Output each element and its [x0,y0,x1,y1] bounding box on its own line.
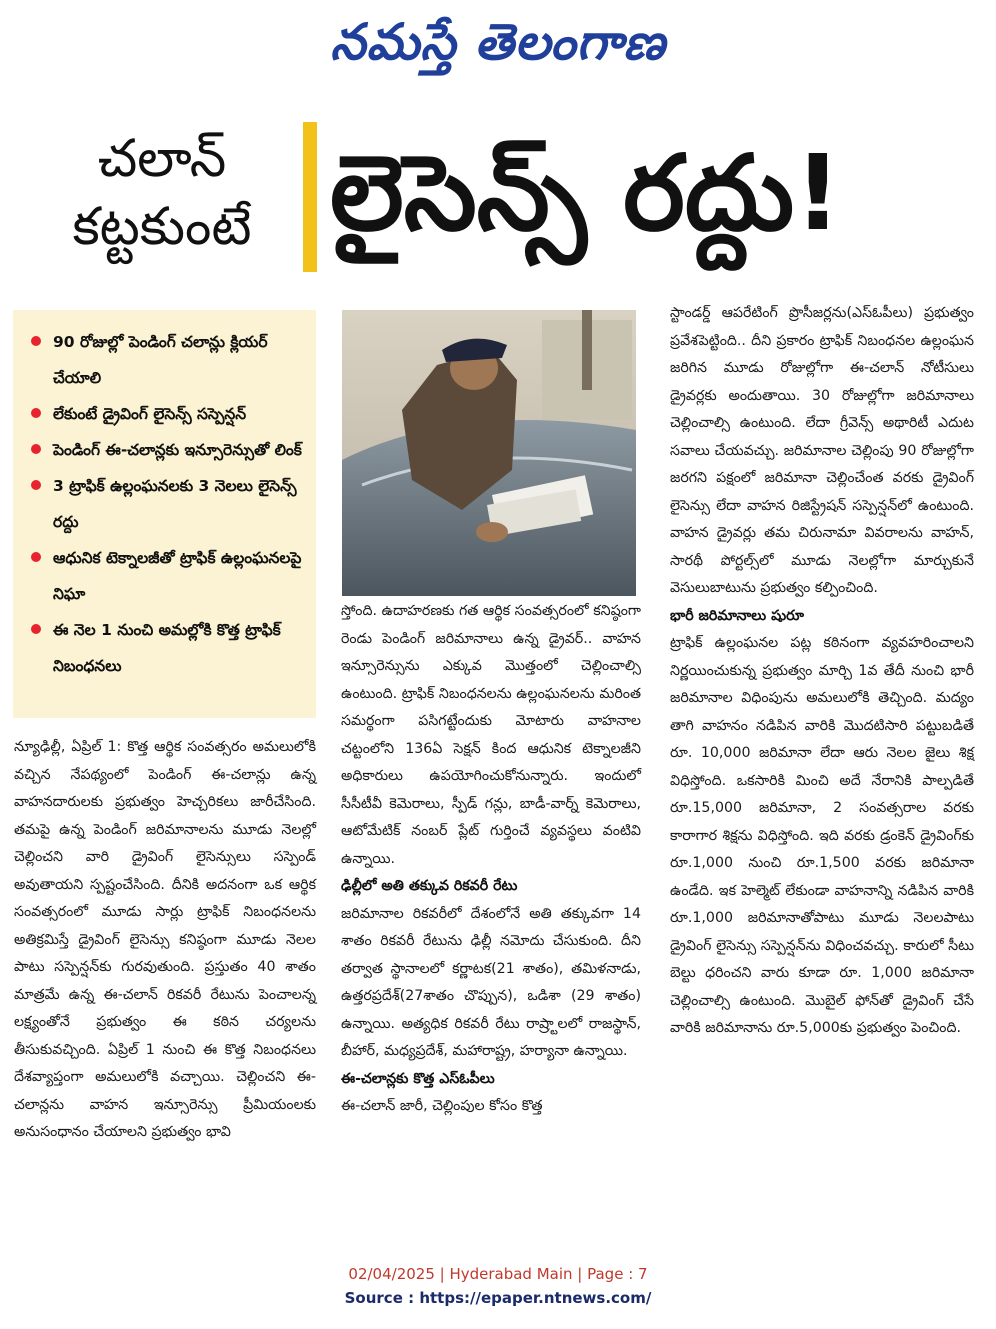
edition-info: 02/04/2025 | Hyderabad Main | Page : 7 [348,1265,648,1283]
highlight-text: లేకుంటే డ్రైవింగ్ లైసెన్స్ సస్పెన్షన్ [53,405,247,423]
officer-checking-car-photo [342,310,636,596]
subheading: ఢిల్లీలో అతి తక్కువ రికవరీ రేటు [341,878,518,894]
highlight-text: 90 రోజుల్లో పెండింగ్ చలాన్లు క్లియర్ చేయాలి [53,333,268,387]
highlights-box [13,310,316,718]
bullet-icon [31,336,41,346]
bullet-icon [31,624,41,634]
bullet-icon [31,444,41,454]
highlight-item [29,432,304,468]
paragraph: స్టాండర్డ్ ఆపరేటింగ్ ప్రొసీజర్లను(ఎస్‌ఓపీలు) ప్రభుత్వం ప్రవేశపెట్టింది.. దీని ప్రకారం ట్రాఫిక్ నిబంధనల ఉల్లంఘన జరిగిన మూడు రోజుల్లోగా ఈ-చలాన్ నోటీసులు డ్రైవర్లకు అందుతాయి. 30 రోజుల్లోగా జరిమానాలు చెల్లించాల్సి ఉంటుంది. లేదా గ్రీవెన్స్ అథారిటీ ఎదుట సవాలు చేయవచ్చు. జరిమానాల చెల్లింపు 90 రోజుల్లోగా జరగని పక్షంలో జరిమానా చెల్లించేంత వరకు డ్రైవింగ్ లైసెన్సు లేదా వాహన రిజిస్ట్రేషన్ సస్పెన్షన్‌లో ఉంటుంది. వాహన డ్రైవర్లు తమ చిరునామా వివరాలను వాహన్, సారథీ పోర్టల్స్‌లో మూడు నెలల్లోగా మార్చుకునే వెసులుబాటును ప్రభుత్వం కల్పించింది. [670,305,974,596]
page-footer [0,1262,996,1310]
bullet-icon [31,552,41,562]
kicker-line-2: కట్టకుంటే [72,197,252,257]
highlight-text: ఆధునిక టెక్నాలజీతో ట్రాఫిక్ ఉల్లంఘనలపై నిఘా [53,549,302,603]
paragraph: స్తోంది. ఉదాహరణకు గత ఆర్థిక సంవత్సరంలో కనిష్ఠంగా రెండు పెండింగ్ జరిమానాలు ఉన్న డ్రైవర్.. వాహన ఇన్సూరెన్సును ఎక్కువ మొత్తంలో చెల్లించాల్సి ఉంటుంది. ట్రాఫిక్ నిబంధనలను ఉల్లంఘనలను మరింత సమర్థంగా పసిగట్టేందుకు మోటారు వాహనాల చట్టంలోని 136ఏ సెక్షన్ కింద ఆధునిక టెక్నాలజీని అధికారులు ఉపయోగించుకోనున్నారు. ఇందులో సీసీటీవీ కెమెరాలు, స్పీడ్ గన్లు, బాడీ-వార్న్ కెమెరాలు, ఆటోమేటిక్ నంబర్ ప్లేట్ గుర్తించే వ్యవస్థలు వంటివి ఉన్నాయి. [341,603,641,867]
accent-bar [303,122,317,272]
highlight-text: పెండింగ్ ఈ-చలాన్లకు ఇన్సూరెన్సుతో లింక్ [53,441,302,459]
paragraph: న్యూఢిల్లీ, ఏప్రిల్ 1: కొత్త ఆర్థిక సంవత్సరం అమలులోకి వచ్చిన నేపథ్యంలో పెండింగ్ ఈ-చలాన్లు ఉన్న వాహనదారులకు ప్రభుత్వం హెచ్చరికలు జారీచేసింది. తమపై ఉన్న పెండింగ్ జరిమానాలను మూడు నెలల్లో చెల్లించని వారి డ్రైవింగ్ లైసెన్సులు సస్పెండ్ అవుతాయని స్పష్టంచేసింది. దీనికి అదనంగా ఒక ఆర్థిక సంవత్సరంలో మూడు సార్లు ట్రాఫిక్ నిబంధనలను అతిక్రమిస్తే డ్రైవింగ్ లైసెన్సు కనిష్ఠంగా మూడు నెలల పాటు సస్పెన్షన్‌కు గురవుతుంది. ప్రస్తుతం 40 శాతం మాత్రమే ఉన్న ఈ-చలాన్ రికవరీ రేటును పెంచాలన్న లక్ష్యంతోనే ప్రభుత్వం ఈ కఠిన చర్యలను తీసుకువచ్చింది. ఏప్రిల్ 1 నుంచి ఈ కొత్త నిబంధనలు దేశవ్యాప్తంగా అమలులోకి వచ్చాయి. చెల్లించని ఈ-చలాన్లను వాహన ఇన్సూరెన్సు ప్రీమియంలకు అనుసంధానం చేయాలని ప్రభుత్వం భావి [14,739,316,1140]
bullet-icon [31,480,41,490]
highlight-item [29,324,304,396]
source-link[interactable]: Source : https://epaper.ntnews.com/ [344,1289,652,1307]
highlight-text: 3 ట్రాఫిక్ ఉల్లంఘనలకు 3 నెలలు లైసెన్స్ రద్దు [53,477,297,531]
news-photo [342,310,636,596]
highlight-item [29,612,304,684]
paragraph: ట్రాఫిక్ ఉల్లంఘనల పట్ల కఠినంగా వ్యవహరించాలని నిర్ణయించుకున్న ప్రభుత్వం మార్చి 1వ తేదీ నుంచి భారీ జరిమానాల విధింపును అమలులోకి తెచ్చింది. మద్యం తాగి వాహనం నడిపిన వారికి మొదటిసారి పట్టుబడితే రూ. 10,000 జరిమానా లేదా ఆరు నెలల జైలు శిక్ష విధిస్తోంది. ఒకసారికి మించి అదే నేరానికి పాల్పడితే రూ.15,000 జరిమానా, 2 సంవత్సరాల వరకు కారాగార శిక్షను విధిస్తోంది. ఇది వరకు డ్రంకెన్ డ్రైవింగ్‌కు రూ.1,000 నుంచి రూ.1,500 వరకు జరిమానా ఉండేది. ఇక హెల్మెట్ లేకుండా వాహనాన్ని నడిపిన వారికి రూ.1,000 జరిమానాతోపాటు మూడు నెలలపాటు డ్రైవింగ్ లైసెన్సు సస్పెన్షన్‌ను విధించవచ్చు. కారులో సీటు బెల్టు ధరించని వారు కూడా రూ. 1,000 జరిమానా చెల్లించాల్సి ఉంటుంది. మొబైల్ ఫోన్‌తో డ్రైవింగ్ చేసే వారికి జరిమానాను రూ.5,000కు ప్రభుత్వం పెంచింది. [670,635,974,1036]
paragraph: జరిమానాల రికవరీలో దేశంలోనే అతి తక్కువగా 14 శాతం రికవరీ రేటును ఢిల్లీ నమోదు చేసుకుంది. దీని తర్వాత స్థానాలలో కర్ణాటక(21 శాతం), తమిళనాడు, ఉత్తరప్రదేశ్(27శాతం చొప్పున), ఒడిశా (29 శాతం) ఉన్నాయి. అత్యధిక రికవరీ రేటు రాష్ర్టాలలో రాజస్థాన్, బీహార్, మధ్యప్రదేశ్, మహారాష్ట్ర, హర్యానా ఉన్నాయి. [341,905,641,1059]
highlight-text: ఈ నెల 1 నుంచి అమల్లోకి కొత్త ట్రాఫిక్ నిబంధనలు [53,621,281,675]
kicker-headline [28,125,296,261]
subheading: భారీ జరిమానాలు షురూ [670,607,805,624]
kicker-line-1: చలాన్ [97,129,227,189]
masthead-logo: నమస్తే తెలంగాణ [330,13,666,71]
article-column-2 [341,598,641,1121]
paragraph: ఈ-చలాన్ జారీ, చెల్లింపుల కోసం కొత్త [341,1098,543,1114]
main-headline: లైసెన్స్ రద్దు! [330,132,842,254]
subheading: ఈ-చలాన్లకు కొత్త ఎస్‌ఓపీలు [341,1070,495,1087]
highlight-item [29,468,304,540]
highlight-item [29,396,304,432]
bullet-icon [31,408,41,418]
article-column-3 [670,300,974,1043]
highlight-item [29,540,304,612]
article-column-1 [14,734,316,1147]
